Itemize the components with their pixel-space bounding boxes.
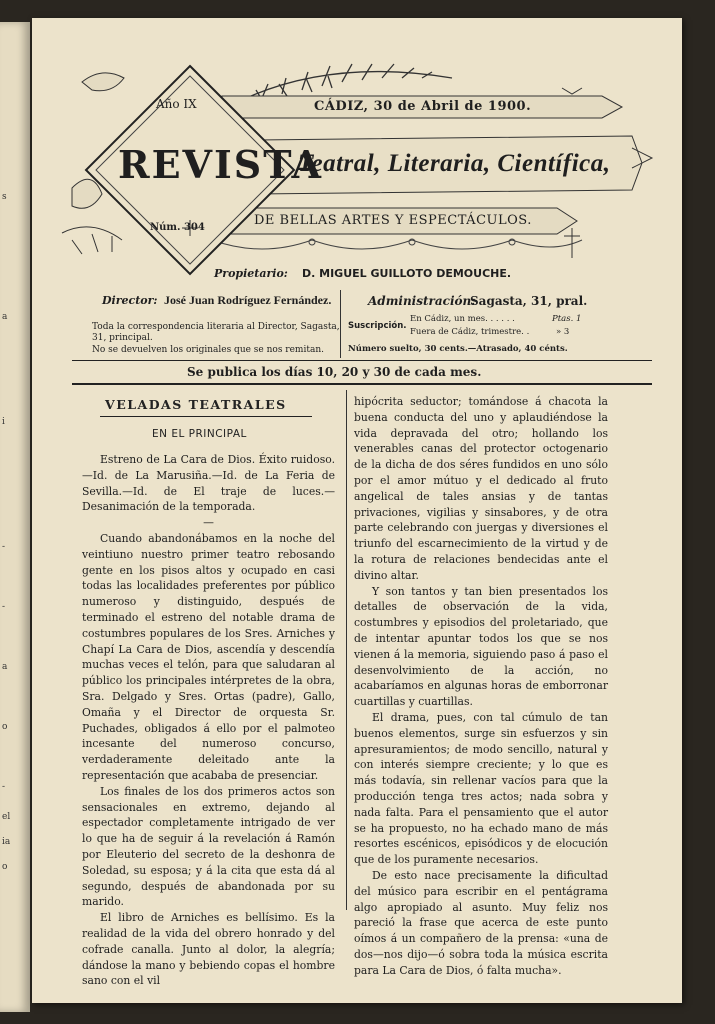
article-paragraph: El drama, pues, con tal cúmulo de tan buenos elementos, surge sin esfuerzos y sin apresuramientos; de modo sencillo, natural y con interés siempre creciente; y lo que es más todavía, sin rellenar vacíos para que la producción tenga tres actos; nada sobra y nada falta. Para el pensamiento que el autor se ha propuesto, no ha echado mano de más resortes escénicos, episódicos y de elocución que de los puramente necesarios.	[354, 710, 608, 867]
masthead-title: REVISTA	[118, 142, 323, 187]
correspondence-note: Toda la correspondencia literaria al Director, Sagasta, 31, principal.	[92, 322, 340, 343]
left-page-mark: -	[2, 602, 6, 612]
info-divider	[340, 290, 341, 358]
article-paragraph: Cuando abandonábamos en la noche del veintiuno nuestro primer teatro rebosando gente en los pisos altos y ocupado en casi todas las localidades preferentes por público numeroso y distinguido, después de terminado el estreno del notable drama de costumbres populares de los Sres. Arniches y Chapí La Cara de Dios, ascendía y descendía muchas veces el telón, para que saludaran al público los principales intérpretes de la obra, Sra. Delgado y Sres. Ortas (padre), Gallo, Omaña y el Director de orquesta Sr. Puchades, obligados á ello por el palmoteo incesante del numeroso concurso, verdaderamente deleitado ante la representación que acababa de presenciar.	[82, 531, 335, 782]
heading-underline	[100, 416, 312, 417]
subscription-local: En Cádiz, un mes. . . . . .	[410, 314, 515, 324]
loose-number-price: Número suelto, 30 cents.—Atrasado, 40 cénts.	[348, 344, 568, 354]
rule-bottom	[72, 383, 652, 385]
administration-label: Administración:	[368, 294, 476, 308]
subscription-abroad-price: » 3	[556, 327, 570, 337]
left-page-mark: o	[2, 862, 8, 872]
article-summary: Estreno de La Cara de Dios. Éxito ruidoso.—Id. de La Marusiña.—Id. de La Feria de Sevilla.—Id. de El traje de luces.—Desanimación de la temporada.	[82, 453, 335, 514]
newspaper-page	[32, 18, 682, 1003]
subscription-label: Suscripción.	[348, 321, 407, 331]
left-page-mark: -	[2, 782, 6, 792]
article-paragraph: Los finales de los dos primeros actos son sensacionales en extremo, dejando al espectador completamente intrigado de ver lo que ha de seguir á la revelación á Ramón por Eleuterio del secreto de la deshonra de Soledad, su esposa; y á la cita que esta dá al segundo, después de abandonada por su marido.	[82, 784, 335, 909]
director-name: José Juan Rodríguez Fernández.	[164, 293, 332, 307]
originals-note: No se devuelven los originales que se nos remitan.	[92, 345, 324, 355]
article-paragraph: El libro de Arniches es bellísimo. Es la realidad de la vida del obrero honrado y del cofrade canalla. Junto al dolor, la alegría; dándose la mano y bebiendo copas el hombre sano con el vil	[82, 911, 335, 988]
masthead-bellas-artes: DE BELLAS ARTES Y ESPECTÁCULOS.	[254, 213, 532, 228]
left-page-mark: i	[2, 417, 5, 427]
administration-address: Sagasta, 31, pral.	[470, 294, 588, 308]
article-paragraph: De esto nace precisamente la dificultad del músico para escribir en el pentágrama algo apropiado al asunto. Muy feliz nos pareció la frase que acerca de este punto oímos á un compañero de la prensa: «una de dos—nos dijo—ó sobra toda la música escrita para La Cara de Dios, ó falta mucha».	[354, 868, 608, 977]
proprietor-label: Propietario:	[214, 267, 288, 280]
article-paragraph: Y son tantos y tan bien presentados los detalles de observación de la vida, costumbres y episodios del proletariado, que de intentar apuntar todos los que se nos vienen á la memoria, siguiendo paso á paso el desenvolvimiento de la acción, no acabaríamos en algunas horas de emborronar cuartillas y cuartillas.	[354, 584, 608, 709]
left-page-mark: a	[2, 312, 8, 322]
rule-top	[72, 360, 652, 361]
article-separator: —	[203, 516, 214, 530]
left-page-mark: ia	[2, 837, 11, 847]
subscription-abroad: Fuera de Cádiz, trimestre. .	[410, 327, 530, 337]
issue-date: CÁDIZ, 30 de Abril de 1900.	[314, 99, 532, 114]
article-left-column	[82, 452, 335, 989]
article-paragraph: hipócrita seductor; tomándose á chacota la buena conducta del uno y aplaudiéndose la vida depravada del otro; hollando los venerables canas del protector octogenario de la dicha de dos séres fundidos en uno sólo por el amor mútuo y el dedicado al fruto angelical de tales ansias y de tantas privaciones, vigilias y sinsabores, y de otra parte celebrando con juergas y diversiones el triunfo del escarnecimiento de la virtud y de la rotura de relaciones bendecidas ante el divino altar.	[354, 395, 608, 582]
issue-number: Núm. 304	[150, 222, 205, 233]
left-page-mark: o	[2, 722, 8, 732]
column-divider	[346, 390, 347, 910]
left-page-mark: a	[2, 662, 8, 672]
article-right-column	[354, 394, 608, 978]
left-page-mark: el	[2, 812, 11, 822]
publication-days: Se publica los días 10, 20 y 30 de cada mes.	[187, 365, 482, 379]
proprietor-name: D. MIGUEL GUILLOTO DEMOUCHE.	[302, 267, 512, 280]
subscription-local-price: Ptas. 1	[552, 314, 582, 324]
article-heading: VELADAS TEATRALES	[105, 397, 287, 412]
issue-year: Año IX	[156, 97, 197, 111]
masthead-subtitle: Teatral, Literaria, Científica,	[298, 150, 611, 177]
article-subheading: EN EL PRINCIPAL	[152, 428, 247, 440]
masthead	[32, 18, 682, 308]
left-page-mark: -	[2, 542, 6, 552]
left-page-edge	[0, 22, 30, 1012]
director-label: Director:	[102, 294, 158, 307]
left-page-mark: s	[2, 192, 7, 202]
